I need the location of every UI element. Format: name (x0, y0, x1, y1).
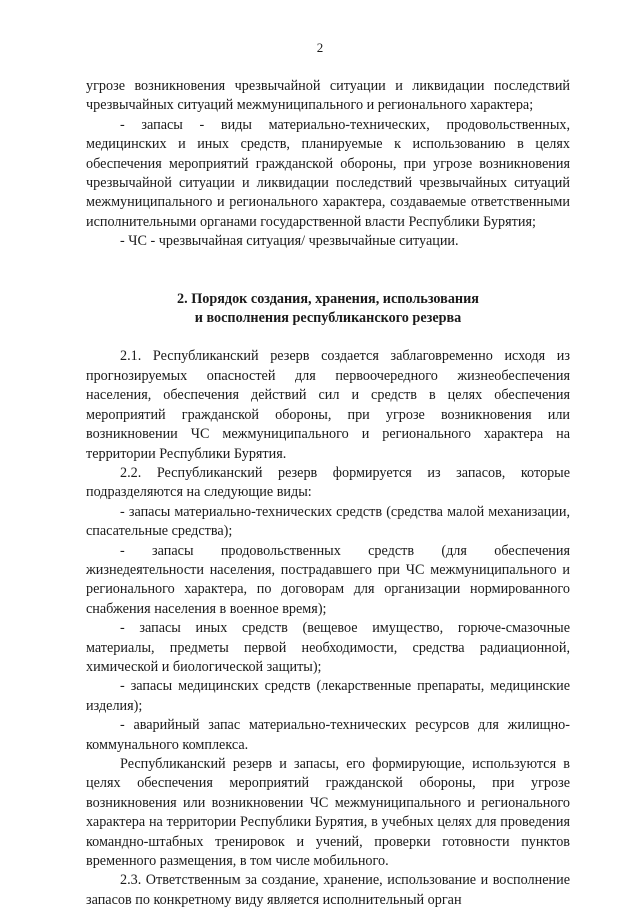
section-heading (86, 290, 570, 329)
paragraph: 2.2. Республиканский резерв формируется из запасов, которые подразделяются на следующие виды: (86, 464, 570, 501)
paragraph: Республиканский резерв и запасы, его формирующие, используются в целях обеспечения мероприятий гражданской обороны, при угрозе возникновения или возникновении ЧС межмуниципального и регионального характера на территории Республики Бурятия, в учебных целях для проведения командно-штабных тренировок и учений, проверки готовности пунктов временного размещения, в том числе мобильного. (86, 756, 570, 870)
paragraph: угрозе возникновения чрезвычайной ситуации и ликвидации последствий чрезвычайных ситуаций межмуниципального и регионального характера; (86, 78, 570, 114)
list-item: - запасы материально-технических средств (средства малой механизации, спасательные средства); (86, 503, 570, 540)
page-number: 2 (316, 40, 324, 55)
paragraph: 2.1. Республиканский резерв создается заблаговременно исходя из прогнозируемых опасностей для первоочередного жизнеобеспечения населения, обеспечения действий сил и средств в целях обеспечения мероприятий гражданской обороны, при угрозе возникновения или возникновении ЧС межмуниципального и регионального характера на территории Республики Бурятия. (86, 348, 570, 462)
definition-item: - запасы - виды материально-технических, продовольственных, медицинских и иных средств, планируемые к использованию в целях обеспечения мероприятий гражданской обороны, при угрозе возникновения чрезвычайной ситуации и ликвидации последствий чрезвычайных ситуаций межмуниципального и регионального характера, создаваемые ответственными исполнительными органами государственной власти Республики Бурятия; (86, 116, 570, 230)
list-item: - запасы медицинских средств (лекарственные препараты, медицинские изделия); (86, 678, 570, 714)
paragraph: 2.3. Ответственным за создание, хранение, использование и восполнение запасов по конкретному виду является исполнительный орган (86, 872, 570, 908)
list-item: - аварийный запас материально-технических ресурсов для жилищно-коммунального комплекса. (86, 717, 570, 753)
section-heading-line: 2. Порядок создания, хранения, использования (177, 290, 479, 307)
list-item: - запасы иных средств (вещевое имущество, горюче-смазочные материалы, предметы первой необходимости, средства радиационной, химической и биологической защиты); (86, 620, 570, 675)
section-heading-line: и восполнения республиканского резерва (194, 310, 462, 327)
definition-item: - ЧС - чрезвычайная ситуация/ чрезвычайные ситуации. (120, 233, 459, 250)
list-item: - запасы продовольственных средств (для обеспечения жизнедеятельности населения, пострадавшего при ЧС межмуниципального и регионального характера, по договорам для организации нормированного снабжения населения в военное время); (86, 542, 570, 617)
document-body (86, 77, 570, 910)
